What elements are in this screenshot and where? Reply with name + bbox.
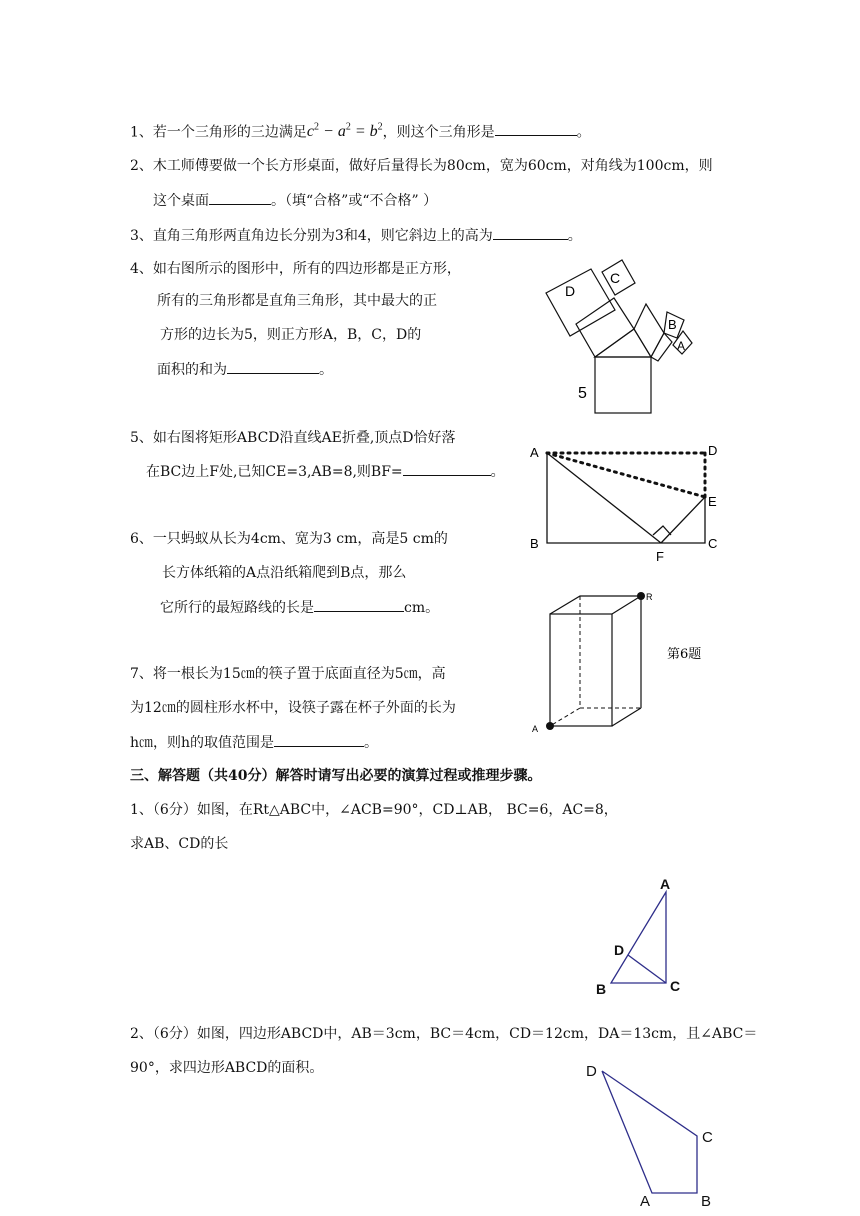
problem-7-line1: 7、将一根长为15㎝的筷子置于底面直径为5㎝，高 <box>130 666 446 682</box>
section-3-problem-2-line2: 90°，求四边形ABCD的面积。 <box>130 1060 324 1076</box>
hidden-edge-left <box>550 708 580 726</box>
rectangle-figure <box>525 440 725 565</box>
period: 。 <box>319 362 333 378</box>
problem-7-text: h㎝，则h的取值范围是 <box>130 735 275 751</box>
problem-5-line2 <box>146 461 505 482</box>
section-3-heading: 三、解答题（共40分）解答时请写出必要的演算过程或推理步骤。 <box>130 768 542 784</box>
problem-7-line2: 为12㎝的圆柱形水杯中，设筷子露在杯子外面的长为 <box>130 700 456 716</box>
section-3-problem-1-line1: 1、（6分）如图，在Rt△ABC中，∠ACB=90°，CD⊥AB， BC=6，AC=8， <box>130 802 618 818</box>
equation: $c^2 - a^2 = b^2$ <box>306 122 383 141</box>
answer-blank[interactable] <box>314 597 404 612</box>
box-top <box>550 596 641 614</box>
triangle-figure <box>590 875 700 1000</box>
problem-4-text: 面积的和为 <box>157 362 227 378</box>
rectangle-sides <box>547 453 705 543</box>
problem-6-line1: 6、一只蚂蚁从长为4cm、宽为3 cm，高是5 cm的 <box>130 531 448 547</box>
label-d: D <box>586 1063 597 1080</box>
answer-blank[interactable] <box>227 359 319 374</box>
problem-1 <box>130 118 591 142</box>
problem-7-line3 <box>130 732 378 753</box>
fold-line-af <box>547 453 661 543</box>
answer-blank[interactable] <box>403 461 491 476</box>
label-b: B <box>530 536 539 551</box>
problem-3 <box>130 225 582 246</box>
problem-5-line1: 5、如右图将矩形ABCD沿直线AE折叠,顶点D恰好落 <box>130 430 456 446</box>
square-side-2 <box>634 304 664 357</box>
label-r: R <box>646 592 653 602</box>
figure-caption: 第6题 <box>667 647 702 662</box>
line-fe <box>661 497 705 543</box>
small-triangle <box>651 333 672 361</box>
problem-5-text: 在BC边上F处,已知CE=3,AB=8,则BF= <box>146 464 403 480</box>
problem-2-text: 这个桌面 <box>153 193 209 209</box>
problem-4-line1: 4、如右图所示的图形中，所有的四边形都是正方形， <box>130 261 461 277</box>
squares-figure <box>540 258 700 423</box>
point-b <box>637 592 645 600</box>
problem-4-line4 <box>157 359 333 380</box>
label-e: E <box>708 494 717 509</box>
period: 。 <box>364 735 379 751</box>
dotted-ae <box>547 453 705 497</box>
label-d: D <box>708 443 718 458</box>
period: 。 <box>490 464 505 480</box>
label-b: B <box>701 1193 712 1210</box>
label-f: F <box>656 549 664 564</box>
section-3-problem-1-line2: 求AB、CD的长 <box>130 836 229 852</box>
problem-1-suffix: ，则这个三角形是 <box>382 124 495 141</box>
problem-6-line3 <box>160 597 439 618</box>
label-a: A <box>532 724 539 734</box>
point-a <box>546 722 554 730</box>
box-front <box>550 614 612 726</box>
period: 。 <box>576 124 591 141</box>
label-d: D <box>614 942 625 958</box>
problem-3-text: 3、直角三角形两直角边长分别为3和4，则它斜边上的高为 <box>130 228 493 244</box>
box-figure <box>520 588 720 738</box>
answer-blank[interactable] <box>209 190 271 205</box>
label-b: B <box>596 981 607 997</box>
problem-6-line2: 长方体纸箱的A点沿纸箱爬到B点，那么 <box>162 565 407 581</box>
big-square <box>595 357 651 413</box>
right-angle-mark <box>653 526 671 535</box>
label-d: D <box>565 283 576 299</box>
label-c: C <box>610 270 621 286</box>
period: 。 <box>567 228 582 244</box>
quadrilateral-abcd <box>602 1071 697 1193</box>
answer-blank[interactable] <box>493 225 568 240</box>
answer-blank[interactable] <box>274 732 364 747</box>
square-d <box>546 269 615 336</box>
label-c: C <box>670 978 681 994</box>
answer-blank[interactable] <box>495 121 577 136</box>
unit: cm。 <box>404 600 440 616</box>
quadrilateral-figure <box>580 1058 730 1208</box>
problem-2-line2 <box>153 190 437 211</box>
section-3-problem-2-line1: 2、（6分）如图，四边形ABCD中，AB＝3cm，BC＝4cm，CD＝12cm，DA＝13cm，且∠ABC＝ <box>130 1026 758 1042</box>
problem-2-line1: 2、木工师傅要做一个长方形桌面，做好后量得长为80cm，宽为60cm，对角线为100cm，则 <box>130 158 713 174</box>
label-a: A <box>677 339 686 353</box>
label-5: 5 <box>578 385 587 402</box>
label-c: C <box>702 1129 713 1146</box>
label-a: A <box>640 1193 651 1210</box>
problem-4-line2: 所有的三角形都是直角三角形，其中最大的正 <box>157 293 437 309</box>
triangle-abc <box>611 892 666 983</box>
problem-1-prefix: 1、若一个三角形的三边满足 <box>130 124 307 141</box>
box-bottom-right <box>612 708 641 726</box>
altitude-cd <box>628 955 666 983</box>
label-c: C <box>708 536 718 551</box>
label-a: A <box>530 445 539 460</box>
label-b: B <box>668 317 677 332</box>
problem-6-text: 它所行的最短路线的长是 <box>160 600 314 616</box>
problem-2-hint: 。（填“合格”或“不合格” ） <box>271 193 438 209</box>
problem-4-line3: 方形的边长为5，则正方形A，B，C，D的 <box>160 327 422 343</box>
label-a: A <box>660 876 671 892</box>
